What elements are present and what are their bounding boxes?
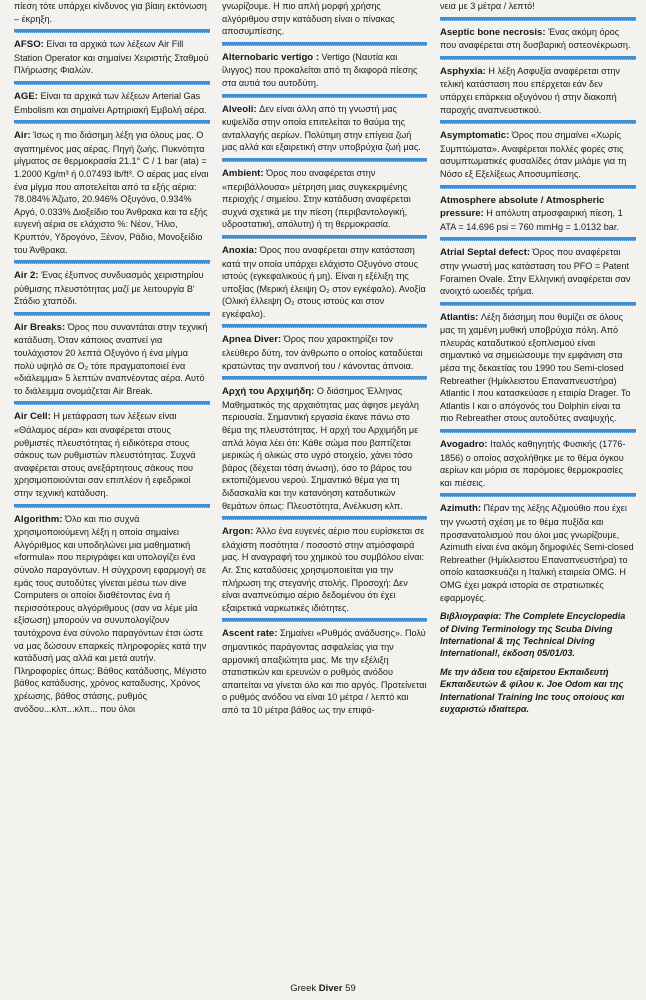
definition: Σημαίνει «Ρυθμός ανάδυσης». Πολύ σημαντικός παράγοντας ασφαλείας για την αρμονική απαξιώτητα μας. Με την εξέλιξη στατιστικών και ερευνών ο ρυθμός ανόδου απαιτείται να γίνεται όλο και πιο αργός. Προτείνεται ο ρυθμός ανόδου να είναι 10 μέτρα / λεπτό και από τα 10 μέτρα βάθος ως την επιφά- <box>222 628 427 715</box>
term: Alternobaric vertigo : <box>222 51 320 63</box>
definition: Η απόλυτη ατμοσφαιρική πίεση, 1 ATA = 14.696 psi = 760 mmHg = 1.0132 bar. <box>440 208 623 232</box>
term: Atrial Septal defect: <box>440 247 531 259</box>
divider <box>222 42 427 46</box>
divider <box>14 29 210 33</box>
divider <box>440 17 636 21</box>
divider <box>14 312 210 316</box>
entry-age <box>14 90 210 116</box>
entry-aseptic <box>440 26 636 52</box>
entry-air2 <box>14 269 210 308</box>
entry-air-breaks <box>14 321 210 398</box>
divider <box>14 120 210 124</box>
definition: Λέξη διάσημη που θυμίζει σε όλους μας τη χαμένη μυθική υποβρύχια πόλη. Από πλευράς καταδυτικού εξοπλισμού είναι σημαντικό να σημειώσουμε την εμφάνιση στα μέσα της δεκαετίας του 1990 του Semi-closed Rebreather (Ημίκλειστου Επαναπνευστήρα) Atlantic I που κατασκεύασε η εταιρία Drager. Το Atlantis I και ο απόγονός του Dolphin είναι τα πιο Rebreather στους αυτοδύτες αναψυχής. <box>440 311 631 424</box>
definition: Άλλο ένα ευγενές αέριο που ευρίσκεται σε ελάχιστη ποσότητα / ποσοστό στην ατμόσφαιρά μας. Η αναγραφή του χημικού του συμβόλου είναι: Ar. Στις καταδύσεις χρησιμοποιείται για την πλήρωση της στεγανής στολής. Προσοχή: Δεν είναι αναπνεύσιμο αέριο δεδομένου ότι έχει εξαιρετικά ναρκωτικές ιδιότητες. <box>222 526 425 613</box>
definition: Όρος που αναφέρεται στην κατάσταση κατά την οποία υπάρχει ελάχιστο Οξυγόνο στους ιστούς (εγκεφαλικούς ή μη). Είναι η εξέλιξη της υποξίας (Μερική έλειψη O₂ στον εγκέφαλο). Ανοξία (Ολική έλλειψη O₂ στους ιστούς και στον εγκέφαλο). <box>222 244 426 319</box>
divider <box>222 618 427 622</box>
term: Air: <box>14 130 31 142</box>
term: Air 2: <box>14 270 39 282</box>
term: Atlantis: <box>440 311 479 323</box>
entry-continued: πίεση τότε υπάρχει κίνδυνος για βίαιη εκτόνωση – έκρηξη. <box>14 1 207 24</box>
magazine-name: Greek Diver <box>290 983 343 994</box>
entry-afso <box>14 38 210 77</box>
definition: Όλο και πιο συχνά χρησιμοποιούμενη λέξη η οποία σημαίνει Αλγόριθμος και υποδηλώνει μια μαθηματική «formula» που περιγράφει και υπολογίζει ένα σύνολο παραγόντων. Η σύγχρονη εφαρμογή σε εμάς τους αυτοδύτες γίνεται μέσω των dive Computers οι οποίοι διαθέτοντας ένα ή περισσότερους αλγόριθμους (σαν να λέμε μία εξίσωση) μπορούν να συνυπολογίζουν ταυτόχρονα ένα σύνολο παραγόντων έτσι ώστε να μας δώσουν επαρκείς πληροφορίες κατά την κατάδυσή μας αλλά και μετά αυτήν. Πληροφορίες όπως: Βάθος κατάδυσης, Μέγιστο βάθος κατάδυσης, χρόνος καταδυσης, Χρόνος χρέωσης, βάθος στάσης, ρυθμός ανόδου...κλπ...κλπ... που όλοι <box>14 513 207 714</box>
entry-alternobaric <box>222 51 427 90</box>
page-footer <box>0 983 646 994</box>
divider <box>14 401 210 405</box>
definition: Είναι τα αρχικά των λέξεων Arterial Gas Embolism και σημαίνει Αρτηριακή Εμβολή αέρα. <box>14 90 207 115</box>
definition: Όρος που αναφέρεται στην γνωστή μας κατάσταση του PFO = Patent Foramen Ovale. Στην Ελληνική αναφέρεται σαν ανοιχτό ωοειδές τρήμα. <box>440 247 631 297</box>
entry-air <box>14 129 210 256</box>
term: Aseptic bone necrosis: <box>440 26 546 38</box>
term: Asphyxia: <box>440 65 486 77</box>
definition: Vertigo (Ναυτία και ίλιγγος) που προκαλείται από τη διαφορά πίεσης στα αυτιά του αυτοδύτη. <box>222 51 418 88</box>
entry-archimedes <box>222 385 427 512</box>
entry-asphyxia <box>440 65 636 116</box>
term: Αρχή του Αρχιμήδη: <box>222 386 315 398</box>
definition: Όρος που χαρακτηρίζει τον ελεύθερο δύτη, τον άνθρωπο ο οποίος καταδύεται κρατώντας την αναπνοή του / κάνοντας άπνοια. <box>222 334 423 371</box>
divider <box>222 94 427 98</box>
divider <box>440 237 636 241</box>
divider <box>222 376 427 380</box>
term: Apnea Diver: <box>222 334 282 346</box>
column-1 <box>14 0 210 715</box>
divider <box>440 120 636 124</box>
divider <box>440 302 636 306</box>
entry-avogadro <box>440 438 636 489</box>
term: AFSO: <box>14 39 44 51</box>
entry-atrial-septal <box>440 246 636 297</box>
column-2 <box>222 0 427 717</box>
term: AGE: <box>14 90 38 102</box>
definition: Πέραν της λέξης Αζιμούθιο που έχει την γνωστή σχέση με το θέμα πυξίδα και προσανατολισμού που όλοι μας γνωρίζουμε, Azimuth είναι ένα ακόμη δημοφιλές Semi-closed Rebreather (Ημίκλειστου Επαναπνευστήρα) το οποίο κατασκευάζει η Ιταλική εταιρεία OMG. Η OMG έχει μακρά ιστορία σε στρατιωτικές εφαρμογές. <box>440 503 634 603</box>
term: Algorithm: <box>14 513 63 525</box>
term: Argon: <box>222 526 254 538</box>
term: Alveoli: <box>222 103 257 115</box>
entry-atlantis <box>440 311 636 425</box>
entry-alveoli <box>222 103 427 154</box>
page-number: 59 <box>345 983 356 994</box>
definition: Είναι τα αρχικά των λέξεων Air Fill Station Operator και σημαίνει Χειριστής Σταθμού Πλήρωσης Φιαλών. <box>14 39 209 76</box>
divider <box>222 324 427 328</box>
divider <box>440 185 636 189</box>
definition: Η λέξη Ασφυξία αναφέρεται στην τελική κατάσταση που επέρχεται εάν δεν υπάρχει επάρκεια οξυγόνου ή στην διακοπή παροχής αναπνευστικού. <box>440 65 620 115</box>
divider <box>14 504 210 508</box>
entry-air-cell <box>14 410 210 499</box>
divider <box>440 56 636 60</box>
divider <box>440 493 636 497</box>
definition: Ο διάσημος Έλληνας Μαθηματικός της αρχαιότητας μας άφησε μεγάλη περιουσία. Σημαντική εργασία έκανε πάνω στο θέμα της πλευστότητας. Η αρχή του Αρχιμήδη με απλά λόγια λέει ότι: Κάθε σώμα που βαπτίζεται μερικώς ή ολικώς στο υγρό στοιχείο, χάνει τόσο βάρος (δέχεται τόση άνωση), όσο το βάρος του εκτοπιζόμενου νερού. Σημαντικό θέμα για τη διδασκαλία και την κατανόηση καταδυτικών θεμάτων όπως: Πλευστότητα, Ανέλκυση κλπ. <box>222 386 419 511</box>
definition: Όρος που σημαίνει «Χωρίς Συμπτώματα». Αναφέρεται πολλές φορές στις ασυμπτωματικές φυσαλίδες όταν μιλάμε για τη Νόσο εξ Εξελίξεως Αποσυμπίεσης. <box>440 130 627 179</box>
divider <box>222 516 427 520</box>
definition: Ένας έξυπνος συνδυασμός χειριστηρίου ρύθμισης πλευστότητας μαζί με λειτουργία Β' Στάδιο χταπόδι. <box>14 270 204 307</box>
term: Ascent rate: <box>222 628 278 640</box>
term: Asymptomatic: <box>440 130 510 142</box>
column-3 <box>440 0 636 715</box>
definition: Όρος που αναφέρεται στην «περιβάλλουσα» μέτρηση μιας συγκεκριμένης περιοχής / σημείου. Στην κατάδυση αναφέρεται συχνά σχετικά με την πίεση (περιβαντολογική, υδροστατική, απόλυτη) ή τη θερμοκρασία. <box>222 167 411 230</box>
divider <box>14 81 210 85</box>
entry-atmosphere <box>440 194 636 234</box>
entry-ambient <box>222 167 427 231</box>
entry-ascent-rate <box>222 627 427 716</box>
term: Avogadro: <box>440 439 488 451</box>
definition: Όρος που συναντάται στην τεχνική κατάδυση. Όταν κάποιος αναπνεί για τουλάχιστον 20 λεπτά Οξυγόνο ή ένα μίγμα πολύ υψηλό σε O₂ τότε πραγματοποιεί ένα «διάλειμμα» 5 λεπτών αναπνέοντας αέρα. Αυτό το διάλειμμα ονομάζεται Air Break. <box>14 321 208 396</box>
term: Air Breaks: <box>14 321 66 333</box>
term: Air Cell: <box>14 411 51 423</box>
definition: Ίσως η πιο διάσημη λέξη για όλους μας. Ο αγαπημένος μας αέρας. Πηγή ζωής. Πυκνότητα μίγματος σε θερμοκρασία 21.1° C / 1 bar (ata) = 1.2000 Kg/m³ ή 0.07493 lb/ft³. Ο αέρας μας είναι ένα μίγμα που αποτελείται από τα εξής αέρια: 78.084% Άζωτο, 20.946% Οξυγόνο, 0.934% Αργό, 0.033% Διοξείδιο του Άνθρακα και τα εξής ευγενή αέρια σε ελάχιστο %: Νέον, Ήλιο, Κρυπτόν, Υδρογόνο, Ξένον, Ράδιο, Μονοξείδιο του Άνθρακα. <box>14 130 209 255</box>
entry-continued: νεια με 3 μέτρα / λεπτό! <box>440 1 535 11</box>
divider <box>440 429 636 433</box>
divider <box>14 260 210 264</box>
entry-algorithm <box>14 513 210 716</box>
definition: Ένας ακόμη όρος που αναφέρεται στη δυσβαρική οστεονέκρωση. <box>440 26 631 51</box>
definition: Ιταλός καθηγητής Φυσικής (1776-1856) ο οποίος ασχολήθηκε με το θέμα όγκου αερίων και μόρια σε παρόμοιες θερμοκρασίες και πιέσεις. <box>440 439 626 488</box>
divider <box>222 235 427 239</box>
entry-azimuth <box>440 502 636 604</box>
entry-continued: γνωρίζουμε. Η πιο απλή μορφή χρήσης αλγόριθμου στην κατάδυση είναι ο πίνακας αποσυμπίεσης. <box>222 1 395 37</box>
term: Atmosphere absolute / Atmospheric pressure: <box>440 194 605 220</box>
term: Azimuth: <box>440 503 482 515</box>
definition: Δεν είναι άλλη από τη γνωστή μας κυψελίδα στην οποία επιτελείται το θαύμα της ανταλλαγής αερίων. Πολύτιμη στην επίγεια ζωή μας αλλά και εξαιρετική στην υποβρύχια ζωή μας. <box>222 103 421 153</box>
bibliography: Βιβλιογραφία: The Complete Encyclopedia of Diving Terminology της Scuba Diving International & της Technical Diving International!, έκδοση 05/01/03. <box>440 611 626 659</box>
term: Anoxia: <box>222 244 258 256</box>
definition: Η μετάφραση των λέξεων είναι «Θάλαμος αέρα» και αναφέρεται στους ρυθμιστές πλευστότητας ή ειδικότερα στους σάκους των ρυθμιστών πλευστότητας. Συχνά αναφέρεται στους ανεξάρτητους σάκους που χρησιμοποιούνται σαν επιπλέον ή εφεδρικοί στην τεχνική κατάδυση. <box>14 411 196 498</box>
acknowledgement: Με την άδεια του εξαίρετου Εκπαιδευτή Εκπαιδευτών & φίλου κ. Joe Odom και της International Training Inc τους οποίους και ευχαριστώ ιδιαίτερα. <box>440 666 625 714</box>
entry-anoxia <box>222 244 427 321</box>
divider <box>222 158 427 162</box>
entry-asymptomatic <box>440 129 636 180</box>
term: Ambient: <box>222 167 264 179</box>
entry-argon <box>222 525 427 614</box>
entry-apnea-diver <box>222 333 427 372</box>
